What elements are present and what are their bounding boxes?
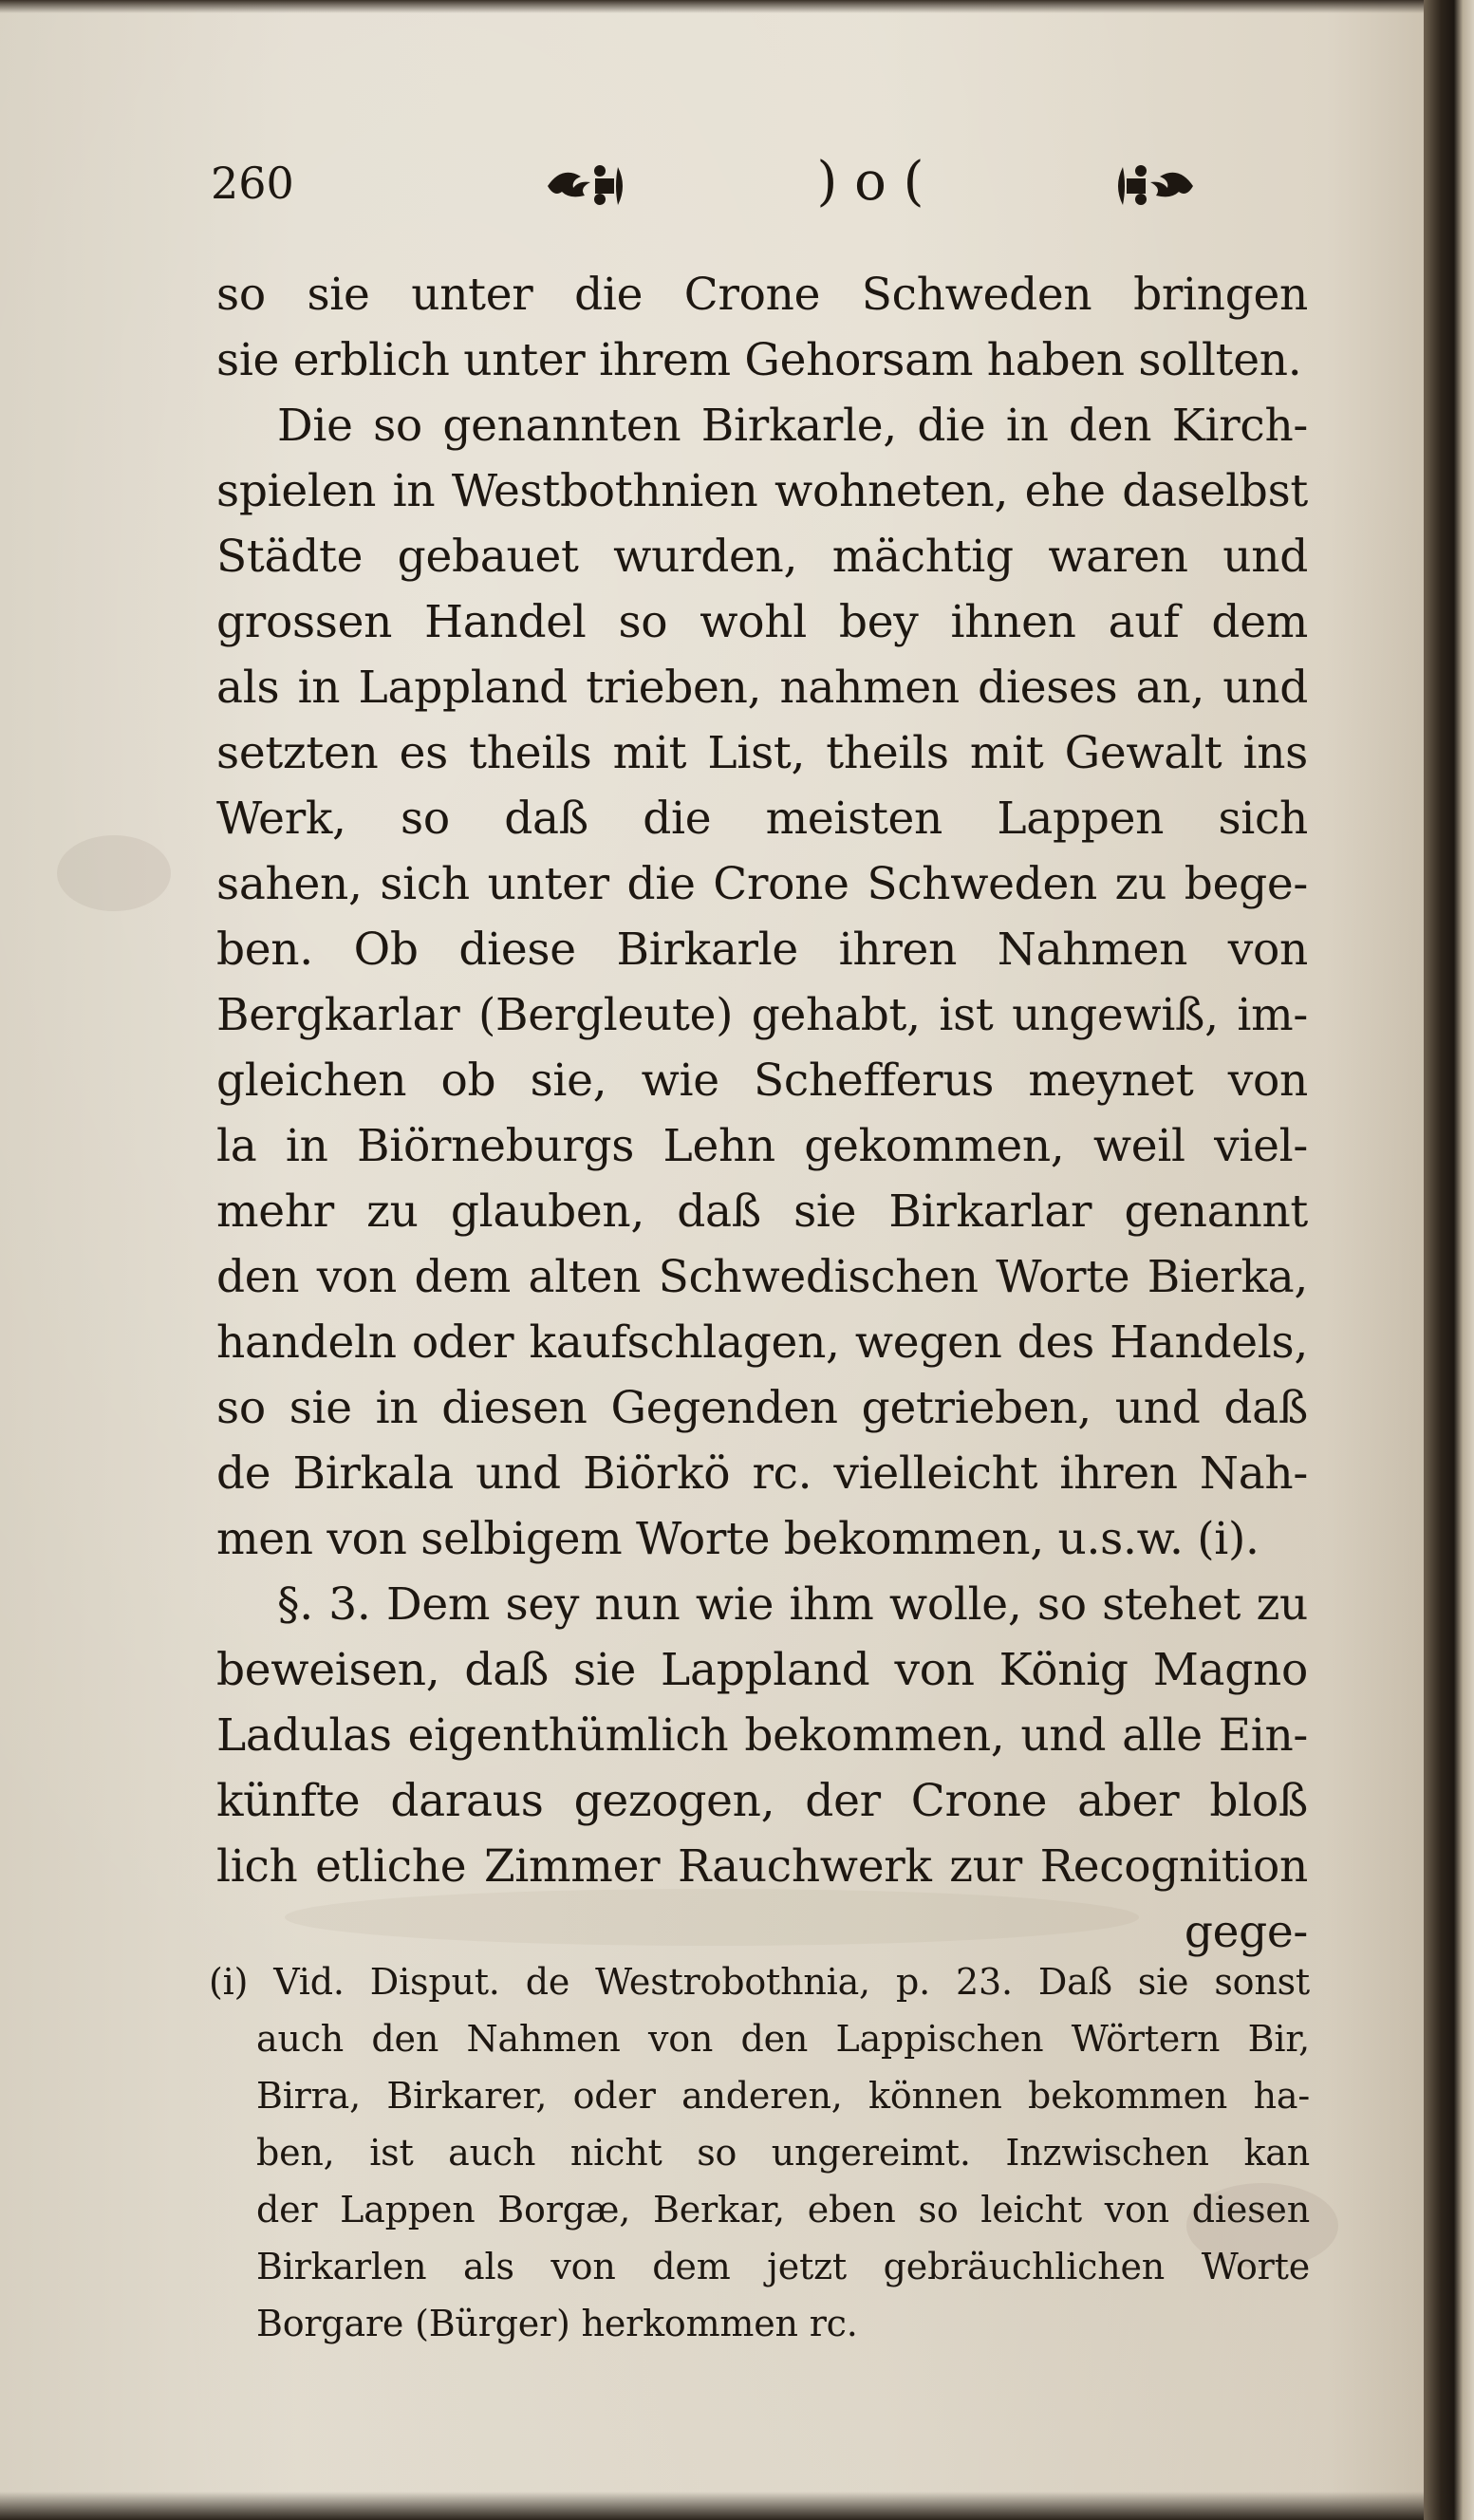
catchword: gege- [1184,1906,1308,1958]
body-line: den von dem alten Schwedischen Worte Bierka, [216,1251,1308,1303]
body-line: als in Lappland trieben, nahmen dieses an, und [216,662,1308,714]
body-line: Bergkarlar (Bergleute) gehabt, ist ungewiß, im- [216,989,1308,1041]
paper-stain [57,835,171,911]
body-line: la in Biörneburgs Lehn gekommen, weil viel- [216,1120,1308,1172]
footnote-line: Birra, Birkarer, oder anderen, können bekommen ha- [256,2075,1310,2117]
body-line: sahen, sich unter die Crone Schweden zu bege- [216,858,1308,910]
body-line: Werk, so daß die meisten Lappen sich [216,793,1308,845]
footnote-line: der Lappen Borgæ, Berkar, eben so leicht von diesen [256,2189,1310,2231]
footnote-line: (i) Vid. Disput. de Westrobothnia, p. 23. Daß sie sonst [209,1961,1310,2003]
body-line: gleichen ob sie, wie Schefferus meynet von [216,1055,1308,1107]
page-bottom-edge [0,2492,1474,2520]
body-line: Ladulas eigenthümlich bekommen, und alle Ein- [216,1709,1308,1762]
body-line: Städte gebauet wurden, mächtig waren und [216,531,1308,583]
body-line: ben. Ob diese Birkarle ihren Nahmen von [216,924,1308,976]
page-top-edge [0,0,1474,13]
body-line: sie erblich unter ihrem Gehorsam haben sollten. [216,334,1302,386]
body-line: so sie in diesen Gegenden getrieben, und daß [216,1382,1308,1434]
footnote-line: Birkarlen als von dem jetzt gebräuchlichen Worte [256,2246,1310,2287]
body-line: beweisen, daß sie Lappland von König Magno [216,1644,1308,1696]
body-line: de Birkala und Biörkö rc. vielleicht ihren Nah- [216,1447,1308,1500]
body-line: lich etliche Zimmer Rauchwerk zur Recognition [216,1840,1308,1893]
body-line: so sie unter die Crone Schweden bringen [216,269,1308,321]
body-line: spielen in Westbothnien wohneten, ehe daselbst [216,465,1308,517]
body-line: mehr zu glauben, daß sie Birkarlar genannt [216,1185,1308,1238]
body-line: §. 3. Dem sey nun wie ihm wolle, so stehet zu [277,1578,1308,1631]
body-line: handeln oder kaufschlagen, wegen des Handels, [216,1316,1308,1369]
footnote-line: Borgare (Bürger) herkommen rc. [256,2303,858,2344]
body-line: setzten es theils mit List, theils mit Gewalt ins [216,727,1308,779]
header-ornament-icon [538,150,1203,216]
footnote-line: auch den Nahmen von den Lappischen Wörtern Bir, [256,2018,1310,2060]
book-gutter [1424,0,1474,2520]
ornament-text: ) o ( [816,151,924,213]
page-number: 260 [211,158,294,209]
body-line: Die so genannten Birkarle, die in den Kirch- [277,400,1308,452]
running-header [211,150,1293,216]
body-line: grossen Handel so wohl bey ihnen auf dem [216,596,1308,648]
body-line: künfte daraus gezogen, der Crone aber bloß [216,1775,1308,1827]
body-line: men von selbigem Worte bekommen, u.s.w. (i). [216,1513,1259,1565]
footnote-line: ben, ist auch nicht so ungereimt. Inzwischen kan [256,2132,1310,2174]
